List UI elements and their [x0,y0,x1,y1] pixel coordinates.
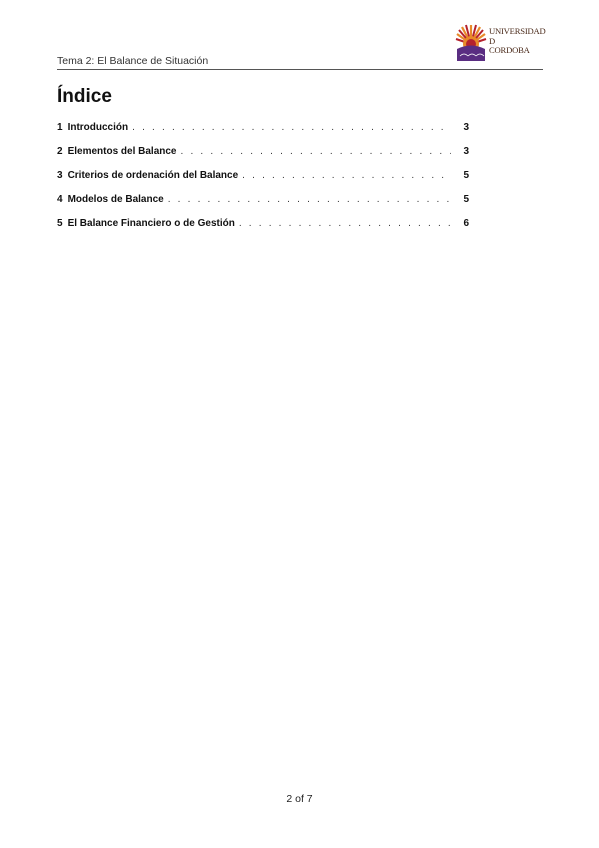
toc-entry-number: 3 [57,170,63,181]
toc-entry-label[interactable]: Elementos del Balance [67,146,177,157]
toc-entry-label[interactable]: Criterios de ordenación del Balance [67,170,239,181]
toc-dot-leader [242,170,451,181]
toc-entry-balance-financiero[interactable] [57,218,469,242]
toc-entry-label[interactable]: Modelos de Balance [67,194,164,205]
logo-line: CORDOBA [489,45,530,56]
toc-entry-introduccion[interactable] [57,122,469,146]
toc-dot-leader [132,122,451,133]
toc-entry-page[interactable]: 3 [463,146,469,157]
logo-line: UNIVERSIDAD [489,26,546,36]
toc-entry-page[interactable]: 5 [463,194,469,205]
toc-entry-number: 4 [57,194,63,205]
logo-wordmark [489,27,546,56]
logo-line: D [489,35,496,46]
toc-entry-label[interactable]: El Balance Financiero o de Gestión [67,218,235,229]
toc-dot-leader [168,194,451,205]
toc-entry-elementos[interactable] [57,146,469,170]
page-indicator: 2 of 7 [286,793,313,805]
toc-entry-modelos[interactable] [57,194,469,218]
university-logo [455,22,545,66]
toc-entry-page[interactable]: 6 [463,218,469,229]
university-seal-icon [455,22,487,62]
toc-dot-leader [181,146,452,157]
toc-title: Índice [57,86,112,107]
toc-entry-number: 1 [57,122,63,133]
running-header: Tema 2: El Balance de Situación [57,55,209,67]
toc-entry-criterios[interactable] [57,170,469,194]
toc-entry-page[interactable]: 3 [463,122,469,133]
toc-entry-page[interactable]: 5 [463,170,469,181]
toc-dot-leader [239,218,451,229]
table-of-contents [57,122,469,242]
toc-entry-number: 2 [57,146,63,157]
header-divider [57,69,543,70]
toc-entry-number: 5 [57,218,63,229]
toc-entry-label[interactable]: Introducción [67,122,129,133]
